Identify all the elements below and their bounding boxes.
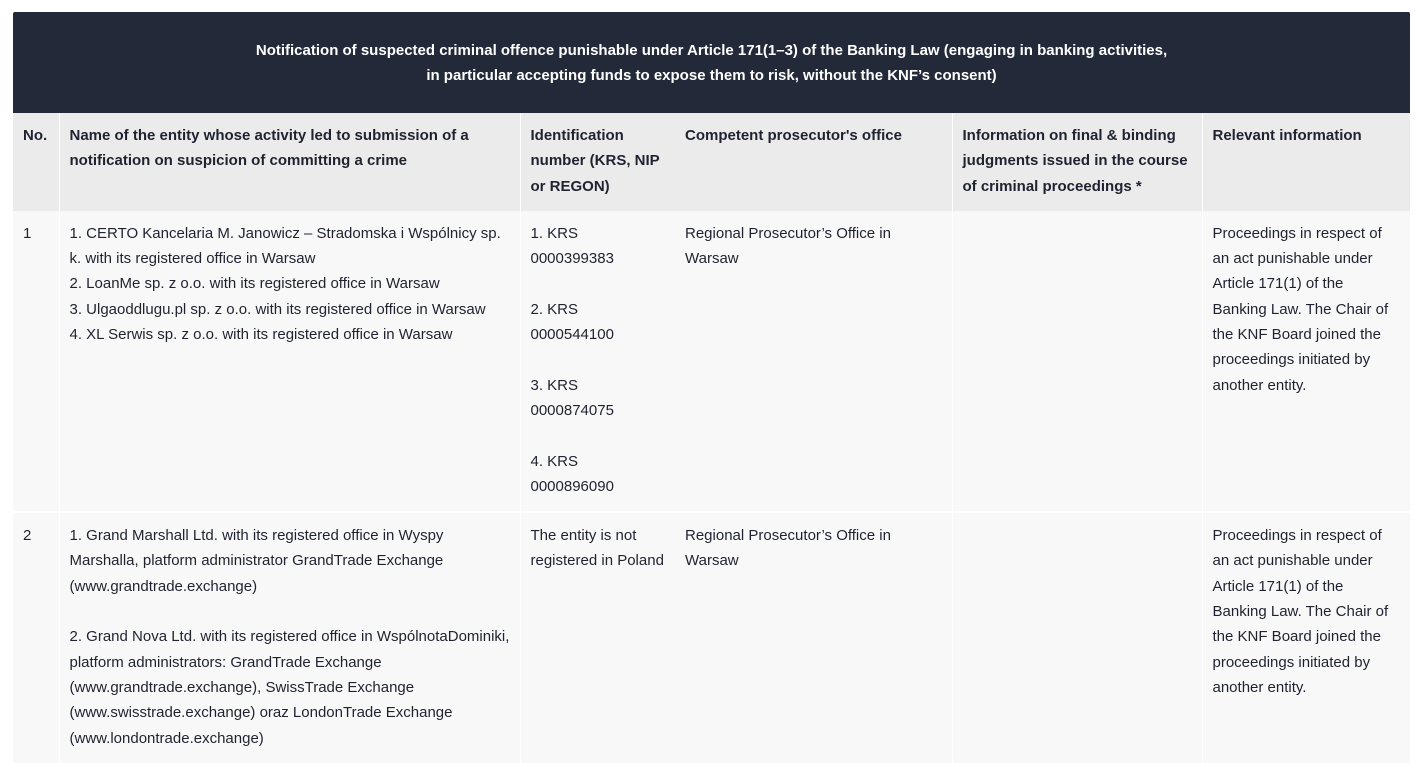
column-header-no: No. — [13, 113, 59, 211]
id-number: 3. KRS 0000874075 — [530, 376, 614, 419]
entity-name: 4. XL Serwis sp. z o.o. with its registered office in Warsaw — [69, 326, 453, 344]
id-number: 2. KRS 0000544100 — [530, 300, 614, 344]
entity-name: 3. Ulgaoddlugu.pl sp. z o.o. with its registered office in Warsaw — [69, 300, 486, 318]
notifications-table-container — [13, 12, 1410, 763]
id-number: 4. KRS 0000896090 — [530, 452, 614, 495]
spacer — [531, 423, 666, 448]
id-cell — [520, 211, 675, 512]
prosecutor-cell: Regional Prosecutor’s Office in Warsaw — [675, 211, 952, 512]
entity-name: 2. Grand Nova Ltd. with its registered office in WspólnotaDominiki, platform administrators: GrandTrade Exchange (www.grandtrade.exchange), SwissTrade Exchange (www.swisstrade.exchange) oraz LondonTrade Exchange (www.londontrade.exchange) — [69, 628, 510, 747]
entity-cell — [59, 211, 520, 512]
spacer — [531, 347, 666, 372]
column-header-prosecutor: Competent prosecutor's office — [675, 113, 952, 211]
notifications-table — [13, 113, 1410, 763]
entity-name: 1. Grand Marshall Ltd. with its registered office in Wyspy Marshalla, platform administrator GrandTrade Exchange (www.grandtrade.exchange) — [69, 527, 444, 595]
entity-cell — [59, 512, 520, 763]
prosecutor-cell: Regional Prosecutor’s Office in Warsaw — [675, 512, 952, 763]
row-number: 2 — [13, 512, 59, 763]
column-header-id: Identification number (KRS, NIP or REGON) — [520, 113, 675, 211]
banner-title-line-2: in particular accepting funds to expose them to risk, without the KNF’s consent) — [426, 66, 997, 84]
id-cell: The entity is not registered in Poland — [520, 512, 675, 763]
table-header-row — [13, 113, 1410, 211]
table-row — [13, 211, 1410, 512]
relevant-info-cell: Proceedings in respect of an act punishable under Article 171(1) of the Banking Law. The Chair of the KNF Board joined the proceedings initiated by another entity. — [1202, 211, 1410, 512]
table-row — [13, 512, 1410, 763]
banner-title — [256, 38, 1167, 88]
column-header-relevant: Relevant information — [1202, 113, 1410, 211]
spacer — [70, 599, 510, 624]
table-banner — [13, 12, 1410, 113]
banner-title-line-1: Notification of suspected criminal offence punishable under Article 171(1–3) of the Banking Law (engaging in banking activities, — [255, 41, 1168, 59]
row-number: 1 — [13, 211, 59, 512]
judgments-cell — [952, 512, 1202, 763]
id-number: 1. KRS 0000399383 — [530, 224, 614, 268]
column-header-entity: Name of the entity whose activity led to submission of a notification on suspicion of committing a crime — [59, 113, 520, 211]
column-header-judgments: Information on final & binding judgments issued in the course of criminal proceedings * — [952, 113, 1202, 211]
entity-name: 2. LoanMe sp. z o.o. with its registered office in Warsaw — [69, 275, 440, 293]
relevant-info-cell: Proceedings in respect of an act punishable under Article 171(1) of the Banking Law. The Chair of the KNF Board joined the proceedings initiated by another entity. — [1202, 512, 1410, 763]
entity-name: 1. CERTO Kancelaria M. Janowicz – Stradomska i Wspólnicy sp. k. with its registered office in Warsaw — [69, 224, 501, 268]
judgments-cell — [952, 211, 1202, 512]
spacer — [531, 271, 666, 296]
